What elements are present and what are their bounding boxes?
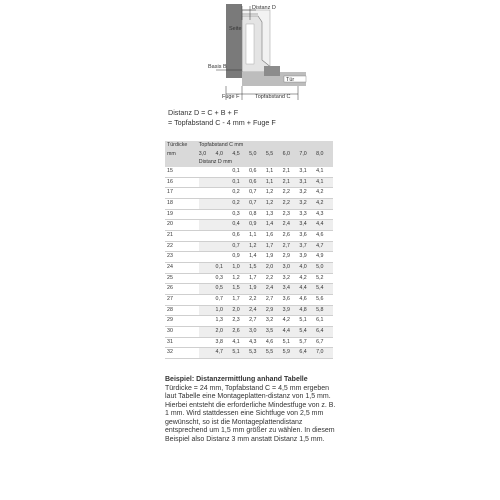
label-topfabstand-c: Topfabstand C <box>255 94 291 100</box>
row-distanz-cell: 5,6 <box>316 294 333 305</box>
row-distanz-cell: 7,0 <box>316 348 333 359</box>
table-row <box>165 241 333 252</box>
row-distanz-cell: 3,1 <box>299 177 316 188</box>
row-distanz-cell: 2,4 <box>283 220 300 231</box>
row-distanz-cell <box>216 252 233 263</box>
row-tuerdicke: 16 <box>165 177 199 188</box>
row-distanz-cell: 3,4 <box>299 220 316 231</box>
row-distanz-cell <box>199 220 216 231</box>
label-distanz-d: Distanz D <box>252 5 276 11</box>
row-distanz-cell: 3,2 <box>299 188 316 199</box>
row-distanz-cell <box>216 220 233 231</box>
row-distanz-cell: 4,2 <box>316 198 333 209</box>
table-header-row-1 <box>165 141 333 150</box>
header-topfabstand: Topfabstand C mm <box>199 141 333 150</box>
row-distanz-cell: 3,5 <box>266 326 283 337</box>
row-distanz-cell: 1,7 <box>249 273 266 284</box>
row-distanz-cell: 1,2 <box>266 188 283 199</box>
header-distanz-d: Distanz D mm <box>199 158 333 167</box>
row-distanz-cell: 4,4 <box>283 326 300 337</box>
row-distanz-cell: 0,3 <box>216 273 233 284</box>
row-distanz-cell: 0,1 <box>216 262 233 273</box>
row-distanz-cell: 4,0 <box>299 262 316 273</box>
row-distanz-cell: 1,7 <box>266 241 283 252</box>
row-distanz-cell: 2,1 <box>283 177 300 188</box>
row-distanz-cell: 2,7 <box>249 316 266 327</box>
row-distanz-cell: 3,7 <box>299 241 316 252</box>
row-distanz-cell: 4,9 <box>316 252 333 263</box>
row-distanz-cell <box>199 177 216 188</box>
row-tuerdicke: 24 <box>165 262 199 273</box>
row-distanz-cell: 3,0 <box>283 262 300 273</box>
row-distanz-cell: 1,3 <box>266 209 283 220</box>
row-distanz-cell: 4,6 <box>266 337 283 348</box>
row-distanz-cell: 0,5 <box>216 284 233 295</box>
row-distanz-cell <box>199 252 216 263</box>
example-body: Türdicke = 24 mm, Topfabstand C = 4,5 mm ergeben laut Tabelle eine Montageplatten-distanz von 1,5 mm. Hierbei entsteht die erforderliche Mindestfuge von z. B. 1 mm. Wird stattdessen eine Sichtfuge von 2,5 mm gewünscht, so ist die Montageplattendistanz entsprechend um 1,5 mm größer zu wählen. In diesem Beispiel also Distanz 3 mm anstatt Distanz 1,5 mm. <box>165 384 336 443</box>
table-row <box>165 273 333 284</box>
row-distanz-cell: 1,0 <box>232 262 249 273</box>
row-distanz-cell <box>216 241 233 252</box>
row-distanz-cell <box>199 262 216 273</box>
header-c-value: 8,0 <box>316 150 333 159</box>
row-distanz-cell: 5,2 <box>316 273 333 284</box>
table-row <box>165 262 333 273</box>
row-distanz-cell <box>199 167 216 177</box>
row-tuerdicke: 23 <box>165 252 199 263</box>
label-basis-b: Basis B <box>208 64 227 70</box>
row-distanz-cell <box>216 177 233 188</box>
row-distanz-cell: 2,7 <box>283 241 300 252</box>
formula-line-2: = Topfabstand C - 4 mm + Fuge F <box>168 118 276 127</box>
table-row <box>165 230 333 241</box>
row-tuerdicke: 25 <box>165 273 199 284</box>
table-row <box>165 252 333 263</box>
row-tuerdicke: 15 <box>165 167 199 177</box>
row-distanz-cell: 0,1 <box>232 167 249 177</box>
row-distanz-cell: 2,0 <box>266 262 283 273</box>
row-distanz-cell: 1,5 <box>249 262 266 273</box>
row-distanz-cell: 4,7 <box>216 348 233 359</box>
row-distanz-cell: 4,6 <box>299 294 316 305</box>
table-row <box>165 305 333 316</box>
table-row <box>165 209 333 220</box>
row-distanz-cell: 3,6 <box>283 294 300 305</box>
row-distanz-cell: 1,4 <box>266 220 283 231</box>
row-distanz-cell: 3,9 <box>283 305 300 316</box>
row-distanz-cell: 5,1 <box>283 337 300 348</box>
row-distanz-cell: 0,3 <box>232 209 249 220</box>
row-distanz-cell: 0,8 <box>249 209 266 220</box>
row-distanz-cell: 0,9 <box>232 252 249 263</box>
row-distanz-cell: 2,1 <box>283 167 300 177</box>
label-seite: Seite <box>229 26 242 32</box>
row-distanz-cell: 5,0 <box>316 262 333 273</box>
row-distanz-cell: 5,5 <box>266 348 283 359</box>
row-distanz-cell <box>199 209 216 220</box>
row-distanz-cell: 2,2 <box>283 188 300 199</box>
row-distanz-cell: 4,3 <box>316 209 333 220</box>
side-panel <box>226 4 242 78</box>
row-distanz-cell: 6,4 <box>316 326 333 337</box>
row-distanz-cell: 4,3 <box>249 337 266 348</box>
header-c-value: 6,0 <box>283 150 300 159</box>
table-row <box>165 284 333 295</box>
table-body <box>165 167 333 358</box>
row-distanz-cell: 3,9 <box>299 252 316 263</box>
distance-table <box>165 141 333 359</box>
row-distanz-cell: 4,4 <box>299 284 316 295</box>
row-distanz-cell <box>199 316 216 327</box>
row-tuerdicke: 29 <box>165 316 199 327</box>
row-distanz-cell <box>199 326 216 337</box>
hinge-plate <box>246 24 254 64</box>
table-row <box>165 326 333 337</box>
table-row <box>165 337 333 348</box>
row-distanz-cell: 2,3 <box>232 316 249 327</box>
header-c-value: 5,0 <box>249 150 266 159</box>
row-distanz-cell: 2,2 <box>249 294 266 305</box>
label-tuer: Tür <box>286 77 295 83</box>
row-distanz-cell: 0,6 <box>249 167 266 177</box>
table-header-row-3 <box>165 158 333 167</box>
row-tuerdicke: 30 <box>165 326 199 337</box>
row-tuerdicke: 17 <box>165 188 199 199</box>
row-distanz-cell: 1,2 <box>232 273 249 284</box>
row-distanz-cell: 0,2 <box>232 198 249 209</box>
row-tuerdicke: 22 <box>165 241 199 252</box>
table-row <box>165 198 333 209</box>
row-distanz-cell: 5,7 <box>299 337 316 348</box>
example-box <box>165 376 340 444</box>
row-distanz-cell: 4,1 <box>316 167 333 177</box>
row-distanz-cell <box>216 198 233 209</box>
row-tuerdicke: 21 <box>165 230 199 241</box>
row-distanz-cell: 5,3 <box>249 348 266 359</box>
row-tuerdicke: 26 <box>165 284 199 295</box>
row-distanz-cell: 5,8 <box>316 305 333 316</box>
header-mm: mm <box>165 150 199 159</box>
hinge-cup <box>264 66 280 76</box>
row-tuerdicke: 18 <box>165 198 199 209</box>
header-tuerdicke: Türdicke <box>165 141 199 150</box>
row-distanz-cell: 2,4 <box>266 284 283 295</box>
row-distanz-cell: 2,0 <box>216 326 233 337</box>
row-distanz-cell: 0,6 <box>249 177 266 188</box>
row-distanz-cell: 3,2 <box>283 273 300 284</box>
row-distanz-cell: 1,4 <box>249 252 266 263</box>
row-distanz-cell: 0,7 <box>232 241 249 252</box>
row-distanz-cell: 1,0 <box>216 305 233 316</box>
row-distanz-cell: 4,6 <box>316 230 333 241</box>
row-distanz-cell: 2,3 <box>283 209 300 220</box>
formula <box>168 108 276 128</box>
row-tuerdicke: 27 <box>165 294 199 305</box>
row-distanz-cell: 2,0 <box>232 305 249 316</box>
row-distanz-cell: 1,9 <box>249 284 266 295</box>
row-distanz-cell: 4,1 <box>232 337 249 348</box>
row-distanz-cell: 2,6 <box>283 230 300 241</box>
row-tuerdicke: 28 <box>165 305 199 316</box>
row-tuerdicke: 20 <box>165 220 199 231</box>
row-distanz-cell: 2,6 <box>232 326 249 337</box>
header-c-value: 4,0 <box>216 150 233 159</box>
header-c-value: 5,5 <box>266 150 283 159</box>
row-distanz-cell: 2,4 <box>249 305 266 316</box>
row-distanz-cell: 0,1 <box>232 177 249 188</box>
row-distanz-cell: 4,4 <box>316 220 333 231</box>
row-distanz-cell <box>216 188 233 199</box>
row-distanz-cell: 2,9 <box>283 252 300 263</box>
row-distanz-cell: 3,6 <box>299 230 316 241</box>
row-distanz-cell <box>199 284 216 295</box>
row-distanz-cell: 0,9 <box>249 220 266 231</box>
row-distanz-cell: 2,7 <box>266 294 283 305</box>
row-distanz-cell: 6,7 <box>316 337 333 348</box>
hinge-diagram-svg <box>180 0 320 102</box>
row-distanz-cell: 1,7 <box>232 294 249 305</box>
row-distanz-cell <box>216 230 233 241</box>
row-distanz-cell: 4,7 <box>316 241 333 252</box>
table-row <box>165 177 333 188</box>
row-distanz-cell: 3,3 <box>299 209 316 220</box>
row-distanz-cell: 4,8 <box>299 305 316 316</box>
row-distanz-cell: 1,1 <box>249 230 266 241</box>
row-distanz-cell <box>199 305 216 316</box>
row-distanz-cell: 1,2 <box>249 241 266 252</box>
example-title: Beispiel: Distanzermittlung anhand Tabelle <box>165 376 308 383</box>
row-tuerdicke: 32 <box>165 348 199 359</box>
row-distanz-cell: 3,8 <box>216 337 233 348</box>
row-distanz-cell: 3,2 <box>266 316 283 327</box>
row-distanz-cell: 1,2 <box>266 198 283 209</box>
row-distanz-cell: 0,6 <box>232 230 249 241</box>
row-distanz-cell: 0,4 <box>232 220 249 231</box>
row-distanz-cell: 5,9 <box>283 348 300 359</box>
row-distanz-cell: 6,4 <box>299 348 316 359</box>
row-distanz-cell: 5,4 <box>316 284 333 295</box>
row-distanz-cell: 6,1 <box>316 316 333 327</box>
table-row <box>165 220 333 231</box>
row-distanz-cell <box>216 209 233 220</box>
row-distanz-cell: 0,2 <box>232 188 249 199</box>
row-distanz-cell: 5,1 <box>232 348 249 359</box>
table-header-row-2 <box>165 150 333 159</box>
header-c-value: 7,0 <box>299 150 316 159</box>
table-row <box>165 316 333 327</box>
row-distanz-cell <box>199 188 216 199</box>
row-distanz-cell <box>199 348 216 359</box>
row-distanz-cell <box>199 294 216 305</box>
row-distanz-cell: 3,1 <box>299 167 316 177</box>
row-distanz-cell: 0,7 <box>249 198 266 209</box>
header-c-value: 3,0 <box>199 150 216 159</box>
row-distanz-cell: 4,1 <box>316 177 333 188</box>
table-row <box>165 167 333 177</box>
row-distanz-cell <box>199 273 216 284</box>
row-distanz-cell <box>216 167 233 177</box>
label-fuge-f: Fuge F <box>222 94 240 100</box>
row-distanz-cell: 1,9 <box>266 252 283 263</box>
row-distanz-cell <box>199 198 216 209</box>
row-distanz-cell: 4,2 <box>283 316 300 327</box>
table-row <box>165 348 333 359</box>
row-distanz-cell: 1,3 <box>216 316 233 327</box>
row-distanz-cell: 0,7 <box>249 188 266 199</box>
row-distanz-cell: 2,2 <box>283 198 300 209</box>
row-distanz-cell <box>199 241 216 252</box>
row-distanz-cell: 3,0 <box>249 326 266 337</box>
row-distanz-cell: 1,1 <box>266 177 283 188</box>
row-distanz-cell: 4,2 <box>299 273 316 284</box>
row-distanz-cell: 1,6 <box>266 230 283 241</box>
row-distanz-cell: 5,4 <box>299 326 316 337</box>
header-c-value: 4,5 <box>232 150 249 159</box>
table-row <box>165 294 333 305</box>
row-distanz-cell: 4,2 <box>316 188 333 199</box>
row-tuerdicke: 19 <box>165 209 199 220</box>
row-distanz-cell: 3,4 <box>283 284 300 295</box>
row-tuerdicke: 31 <box>165 337 199 348</box>
table-row <box>165 188 333 199</box>
formula-line-1: Distanz D = C + B + F <box>168 108 239 117</box>
row-distanz-cell: 2,9 <box>266 305 283 316</box>
row-distanz-cell: 5,1 <box>299 316 316 327</box>
hinge-diagram <box>180 0 320 102</box>
row-distanz-cell <box>199 337 216 348</box>
row-distanz-cell: 1,1 <box>266 167 283 177</box>
row-distanz-cell: 3,2 <box>299 198 316 209</box>
row-distanz-cell: 2,2 <box>266 273 283 284</box>
row-distanz-cell: 0,7 <box>216 294 233 305</box>
row-distanz-cell <box>199 230 216 241</box>
row-distanz-cell: 1,5 <box>232 284 249 295</box>
